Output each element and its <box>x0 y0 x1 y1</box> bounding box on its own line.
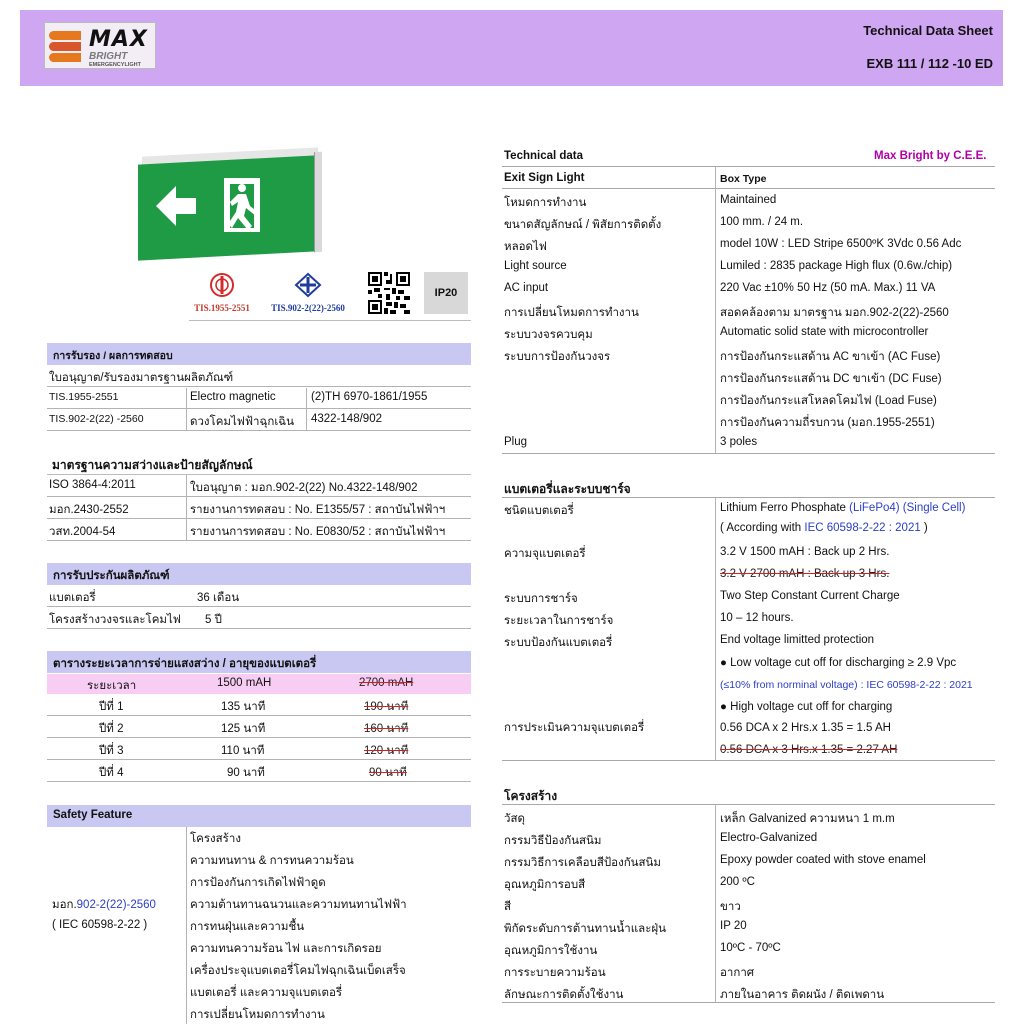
spec-value: Lumiled : 2835 package High flux (0.6w./chip) <box>720 260 953 272</box>
ip20-badge: IP20 <box>424 272 468 314</box>
spec-label: ระบบการป้องกันวงจร <box>504 351 611 363</box>
spec-value: สอดคล้องตาม มาตรฐาน มอก.902-2(22)-2560 <box>720 307 949 319</box>
spec-label: พิกัดระดับการต้านทานน้ำและฝุ่น <box>504 923 666 935</box>
capacity-eval: 0.56 DCA x 2 Hrs.x 1.35 = 1.5 AH <box>720 722 891 734</box>
list-item: ความต้านทานฉนวนและความทนทานไฟฟ้า <box>190 899 407 911</box>
battery-type: Lithium Ferro Phosphate (LiFePo4) (Single Cell) <box>720 502 966 514</box>
box-type: Box Type <box>720 173 767 185</box>
divider <box>189 320 471 321</box>
table-row: ISO 3864-4:2011 ใบอนุญาต : มอก.902-2(22) No.4322-148/902 <box>47 475 471 497</box>
battery-according: ( According with IEC 60598-2-22 : 2021 ) <box>720 522 928 534</box>
tis-blue-logo-icon <box>293 272 323 298</box>
table-row: TIS.1955-2551 Electro magnetic (2)TH 6970-1861/1955 <box>47 387 471 409</box>
table-row: วสท.2004-54 รายงานการทดสอบ : No. E0830/52 : สถาบันไฟฟ้าฯ <box>47 519 471 541</box>
spec-value: 220 Vac ±10% 50 Hz (50 mA. Max.) 11 VA <box>720 282 936 294</box>
spec-label: สี <box>504 901 512 913</box>
approval-subtitle: ใบอนุญาต/รับรองมาตรฐานผลิตภัณฑ์ <box>49 372 234 384</box>
low-voltage-note: (≤10% from norminal voltage) : IEC 60598-2-22 : 2021 <box>720 679 973 691</box>
spec-value: ขาว <box>720 901 741 913</box>
spec-value: Automatic solid state with microcontroller <box>720 326 929 338</box>
spec-value: 3 poles <box>720 436 758 448</box>
list-item: เครื่องประจุแบตเตอรี่โคมไฟฉุกเฉินเบ็ดเสร็จ <box>190 965 406 977</box>
list-item: ความทนทาน & การทนความร้อน <box>190 855 354 867</box>
spec-value: 200 ºC <box>720 876 755 888</box>
spec-label: Plug <box>504 436 528 448</box>
brand-logo <box>44 22 156 69</box>
table-row: TIS.902-2(22) -2560 ดวงโคมไฟฟ้าฉุกเฉิน 4322-148/902 <box>47 409 471 431</box>
table-row: ปีที่ 4 90 นาที 90 นาที <box>47 760 471 782</box>
bullet-icon: ● <box>720 701 727 713</box>
product-type: Exit Sign Light <box>504 172 585 184</box>
list-item: การทนฝุ่นและความชื้น <box>190 921 305 933</box>
spec-label: กรรมวิธีป้องกันสนิม <box>504 835 602 847</box>
bullet-icon: ● <box>720 657 727 669</box>
spec-label: อุณหภูมิการใช้งาน <box>504 945 598 957</box>
battery-heading: แบตเตอรี่และระบบชาร์จ <box>504 482 631 496</box>
spec-value: การป้องกันความถี่รบกวน (มอก.1955-2551) <box>720 417 935 429</box>
spec-value: model 10W : LED Stripe 6500ºK 3Vdc 0.56 Adc <box>720 238 962 250</box>
list-item: การเปลี่ยนโหมดการทำงาน <box>190 1009 325 1021</box>
spec-label: Light source <box>504 260 567 272</box>
spec-value: การป้องกันกระแสด้าน DC ขาเข้า (DC Fuse) <box>720 373 942 385</box>
high-voltage-cutoff: ● High voltage cut off for charging <box>720 701 893 713</box>
spec-value: อากาศ <box>720 967 755 979</box>
approval-heading: การรับรอง / ผลการทดสอบ <box>47 343 471 365</box>
spec-label: อุณหภูมิการอบสี <box>504 879 586 891</box>
spec-label: โหมดการทำงาน <box>504 197 587 209</box>
table-row: ปีที่ 3 110 นาที 120 นาที <box>47 738 471 760</box>
table-row: ปีที่ 2 125 นาที 160 นาที <box>47 716 471 738</box>
qr-code-icon <box>368 272 410 314</box>
certification-marks <box>188 272 468 322</box>
lifetime-header-row: ระยะเวลา 1500 mAH 2700 mAH <box>47 674 471 694</box>
tis-1955-mark <box>182 272 262 313</box>
spec-value: เหล็ก Galvanized ความหนา 1 m.m <box>720 813 895 825</box>
tech-heading: Technical data <box>504 150 584 162</box>
tis-902-mark <box>268 272 348 313</box>
tis-902-label: TIS.902-2(22)-2560 <box>271 303 345 313</box>
approval-subtitle-row <box>47 365 471 387</box>
standards-heading: มาตรฐานความสว่างและป้ายสัญลักษณ์ <box>52 458 253 472</box>
spec-value: ภายในอาคาร ติดผนัง / ติดเพดาน <box>720 989 885 1001</box>
list-item: แบตเตอรี่ และความจุแบตเตอรี่ <box>190 987 343 999</box>
spec-label: กรรมวิธีการเคลือบสีป้องกันสนิม <box>504 857 661 869</box>
document-title: Technical Data Sheet <box>863 23 993 38</box>
low-voltage-cutoff: ● Low voltage cut off for discharging ≥ 2.9 Vpc <box>720 657 957 669</box>
spec-value: 10ºC - 70ºC <box>720 942 781 954</box>
table-row: แบตเตอรี่ 36 เดือน <box>47 585 471 607</box>
spec-label: หลอดไฟ <box>504 241 547 253</box>
warranty-heading: การรับประกันผลิตภัณฑ์ <box>47 563 471 585</box>
list-item: การป้องกันการเกิดไฟฟ้าดูด <box>190 877 326 889</box>
spec-value: Electro-Galvanized <box>720 832 818 844</box>
brand-name: Max Bright by C.E.E. <box>874 150 987 162</box>
logo-emergency-text: EMERGENCYLIGHT <box>89 62 141 68</box>
capacity-eval-old: 0.56 DCA x 3 Hrs.x 1.35 = 2.27 AH <box>720 744 898 756</box>
structure-heading: โครงสร้าง <box>504 789 558 803</box>
tis-1955-label: TIS.1955-2551 <box>194 303 250 313</box>
table-row: ปีที่ 1 135 นาที 190 นาที <box>47 694 471 716</box>
model-number: EXB 111 / 112 -10 ED <box>866 56 993 71</box>
logo-bright-text: BRIGHT <box>89 51 128 62</box>
spec-value: การป้องกันกระแสโหลดโคมไฟ (Load Fuse) <box>720 395 937 407</box>
spec-label: ระบบวงจรควบคุม <box>504 329 593 341</box>
spec-value: การป้องกันกระแสด้าน AC ขาเข้า (AC Fuse) <box>720 351 941 363</box>
spec-label: AC input <box>504 282 549 294</box>
exit-sign-image <box>138 152 322 258</box>
lifetime-heading: ตารางระยะเวลาการจ่ายแสงสว่าง / อายุของแบตเตอรี่ <box>47 651 471 673</box>
exit-sign-pictogram <box>138 152 322 258</box>
header-band <box>20 10 1003 86</box>
safety-standard-thai: มอก.902-2(22)-2560 <box>52 899 156 911</box>
spec-label: วัสดุ <box>504 813 525 825</box>
spec-value: IP 20 <box>720 920 747 932</box>
table-row: โครงสร้างวงจรและโคมไฟ 5 ปี <box>47 607 471 629</box>
safety-standard-iec: ( IEC 60598-2-22 ) <box>52 919 148 931</box>
left-arrow-icon <box>156 186 196 226</box>
spec-label: การระบายความร้อน <box>504 967 606 979</box>
logo-stripes <box>49 31 81 63</box>
table-row: มอก.2430-2552 รายงานการทดสอบ : No. E1355/57 : สถาบันไฟฟ้าฯ <box>47 497 471 519</box>
logo-max-text: MAX <box>89 27 148 52</box>
spec-label: ลักษณะการติดตั้งใช้งาน <box>504 989 624 1001</box>
spec-value: Epoxy powder coated with stove enamel <box>720 854 926 866</box>
spec-value: Maintained <box>720 194 777 206</box>
safety-heading: Safety Feature <box>47 805 471 827</box>
tis-red-logo-icon <box>205 272 239 298</box>
battery-capacity-old: 3.2 V 2700 mAH : Back up 3 Hrs. <box>720 568 890 580</box>
running-man-icon <box>224 178 260 232</box>
list-item: ความทนความร้อน ไฟ และการเกิดรอย <box>190 943 382 955</box>
spec-label: ขนาดสัญลักษณ์ / พิสัยการติดตั้ง <box>504 219 662 231</box>
spec-label: การเปลี่ยนโหมดการทำงาน <box>504 307 639 319</box>
list-item: โครงสร้าง <box>190 833 241 845</box>
spec-value: 100 mm. / 24 m. <box>720 216 804 228</box>
battery-capacity: 3.2 V 1500 mAH : Back up 2 Hrs. <box>720 546 890 558</box>
